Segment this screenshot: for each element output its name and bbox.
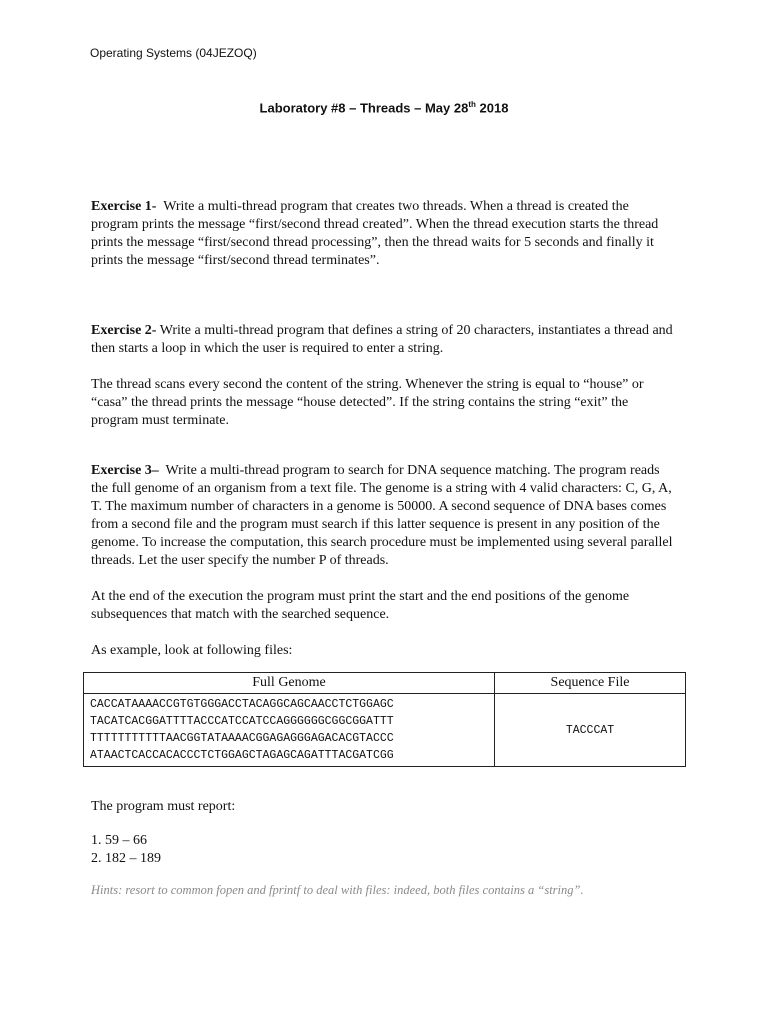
table-row <box>84 694 686 767</box>
genome-line: TTTTTTTTTTTAACGGTATAAAACGGAGAGGGAGACACGTACCC <box>90 732 394 745</box>
sequence-cell: TACCCAT <box>495 694 686 767</box>
table-header-row <box>84 673 686 694</box>
hint-text: Hints: resort to common fopen and fprintf to deal with files: indeed, both files contains a “string”. <box>91 883 584 897</box>
exercise-2-paragraph-2: The thread scans every second the content of the string. Whenever the string is equal to “house” or “casa” the thread prints the message “house detected”. If the string contains the string “exit” the program must terminate. <box>91 377 644 428</box>
example-intro: As example, look at following files: <box>91 643 293 658</box>
example-files-table <box>83 672 686 767</box>
exercise-1-text: Write a multi-thread program that creates two threads. When a thread is created the program prints the message “first/second thread created”. When the thread execution starts the thread prints the message “first/second thread processing”, then the thread waits for 5 seconds and finally it prints the message “first/second thread terminates”. <box>91 199 659 268</box>
genome-line: TACATCACGGATTTTACCCATCCATCCAGGGGGGCGGCGGATTT <box>90 715 394 728</box>
lab-title-year: 2018 <box>475 100 509 116</box>
lab-title-ordinal: th <box>468 100 476 109</box>
report-item: 1. 59 – 66 <box>91 833 147 848</box>
exercise-1-label: Exercise 1- <box>91 199 157 214</box>
exercise-3-label: Exercise 3– <box>91 463 159 478</box>
genome-line: CACCATAAAACCGTGTGGGACCTACAGGCAGCAACCTCTGGAGC <box>90 698 394 711</box>
exercise-2 <box>91 322 673 358</box>
course-header: Operating Systems (04JEZOQ) <box>90 46 257 60</box>
full-genome-header: Full Genome <box>84 673 495 694</box>
lab-title-main: Laboratory #8 – Threads – May 28 <box>259 100 469 116</box>
report-item: 2. 182 – 189 <box>91 851 161 866</box>
exercise-3-paragraph-2: At the end of the execution the program must print the start and the end positions of the genome subsequences that match with the searched sequence. <box>91 589 630 622</box>
report-list <box>91 832 673 868</box>
exercise-2-label: Exercise 2- <box>91 323 157 338</box>
exercise-3 <box>91 462 673 570</box>
report-intro: The program must report: <box>91 799 236 814</box>
lab-title <box>0 100 768 115</box>
sequence-file-header: Sequence File <box>495 673 686 694</box>
exercise-1 <box>91 198 673 270</box>
exercise-3-text: Write a multi-thread program to search for DNA sequence matching. The program reads the full genome of an organism from a text file. The genome is a string with 4 valid characters: C, G, A, T. The maximum number of characters in a genome is 50000. A second sequence of DNA bases comes from a second file and the program must search if this latter sequence is present in any position of the genome. To increase the computation, this search procedure must be implemented using several parallel threads. Let the user specify the number P of threads. <box>91 463 673 568</box>
genome-cell <box>84 694 495 767</box>
exercise-2-text: Write a multi-thread program that defines a string of 20 characters, instantiates a thread and then starts a loop in which the user is required to enter a string. <box>91 323 673 356</box>
genome-line: ATAACTCACCACACCCTCTGGAGCTAGAGCAGATTTACGATCGG <box>90 749 394 762</box>
